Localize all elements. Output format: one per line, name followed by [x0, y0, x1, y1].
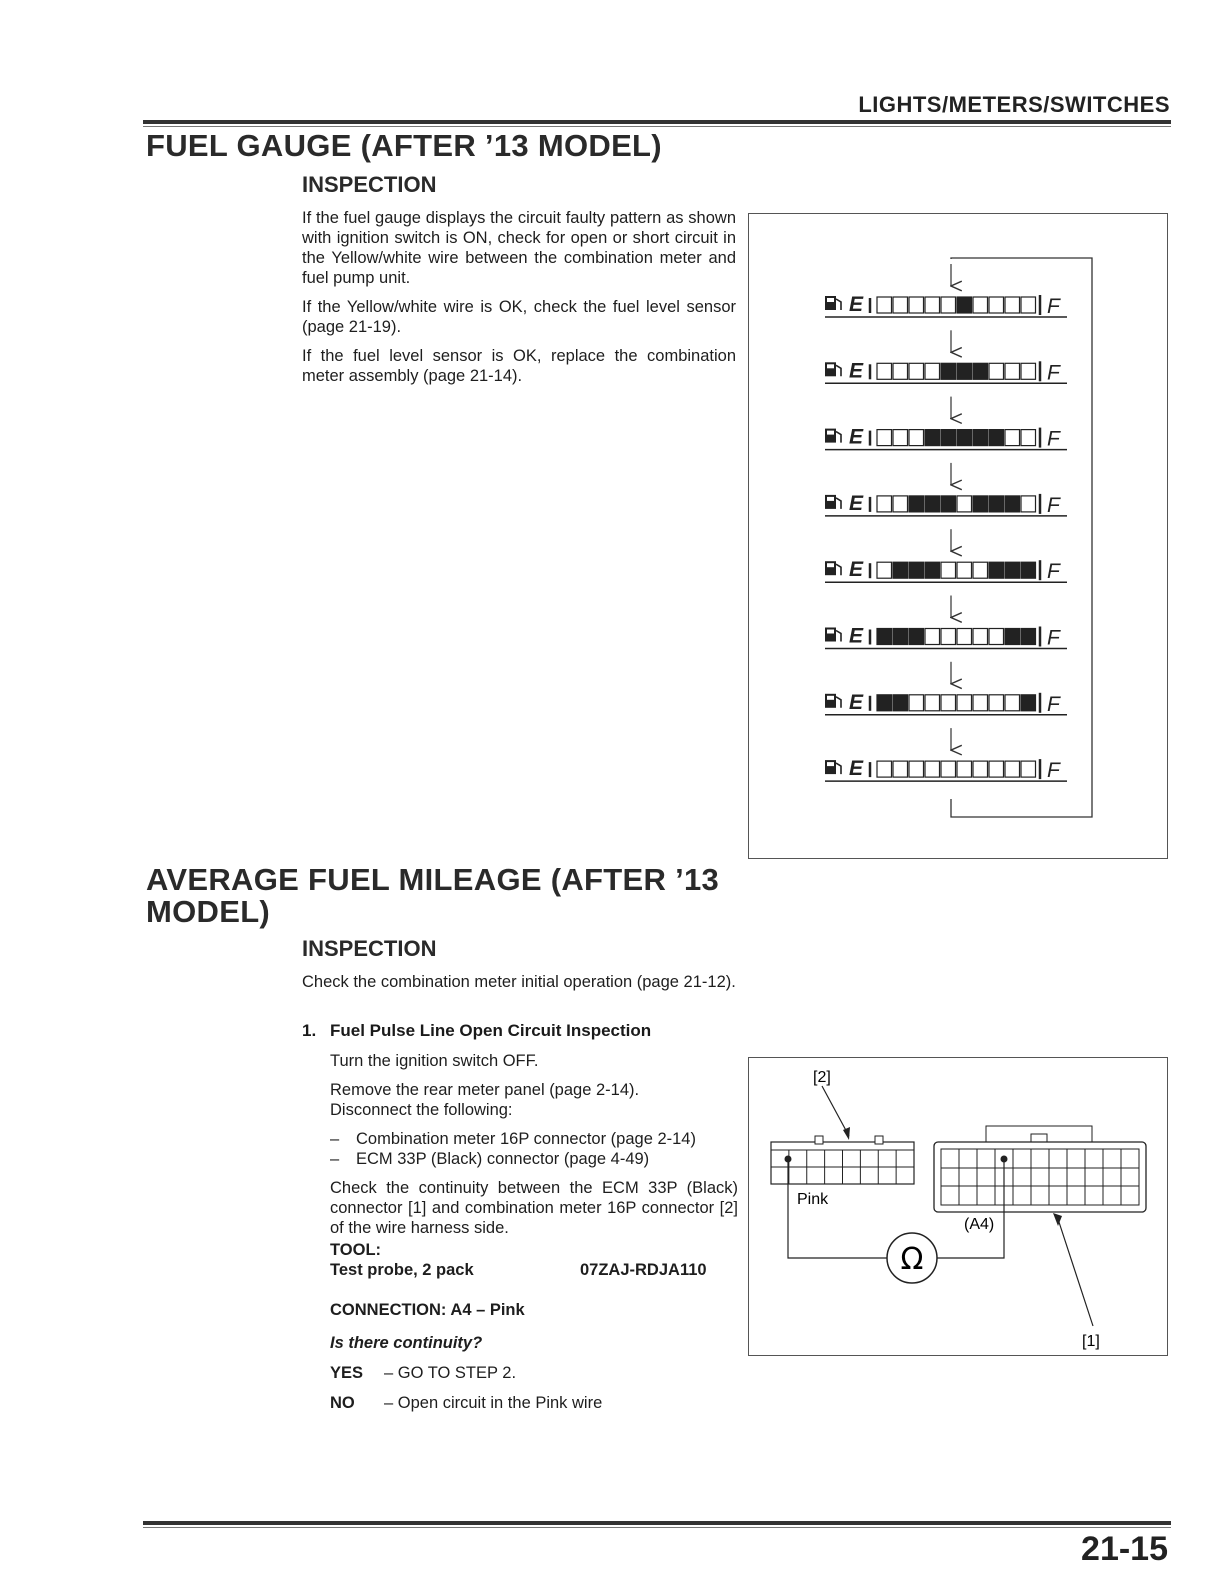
full-label: F	[1047, 626, 1060, 650]
pink-wire	[788, 1159, 887, 1258]
empty-label: E	[849, 491, 864, 515]
fuel-pump-hose	[836, 564, 841, 575]
fuel-pump-window	[827, 762, 834, 766]
gauge-segment	[957, 695, 972, 711]
fuel-gauge-pattern-figure	[748, 213, 1168, 859]
gauge-segment	[893, 629, 908, 645]
gauge-segment	[877, 297, 892, 313]
leader-2	[822, 1086, 849, 1136]
empty-label: E	[849, 690, 864, 714]
fuel-pump-window	[827, 696, 834, 700]
step-paragraph: Disconnect the following:	[330, 1101, 513, 1119]
gauge-segment	[925, 695, 940, 711]
full-label: F	[1047, 427, 1060, 451]
gauge-segment	[973, 761, 988, 777]
a4-wire	[937, 1159, 1004, 1258]
question: Is there continuity?	[330, 1334, 483, 1352]
gauge-segment	[893, 761, 908, 777]
fuel-pump-icon	[825, 760, 841, 774]
fuel-pump-icon	[825, 694, 841, 708]
empty-label: E	[849, 359, 864, 383]
gauge-segment	[877, 363, 892, 379]
gauge-segment	[893, 695, 908, 711]
avg-mileage-intro: Check the combination meter initial operation (page 21-12).	[302, 973, 736, 991]
gauge-segment	[893, 297, 908, 313]
gauge-segment	[1021, 761, 1036, 777]
fuel-pump-icon	[825, 495, 841, 509]
gauge-segment	[909, 629, 924, 645]
fuel-pump-window	[827, 563, 834, 567]
gauge-segment	[957, 562, 972, 578]
arrowhead-2	[843, 1127, 850, 1140]
gauge-segment	[909, 562, 924, 578]
gauge-segment	[1005, 430, 1020, 446]
step-1-number: 1.	[302, 1021, 317, 1040]
paragraph: If the fuel level sensor is OK, replace the combination meter assembly (page 21-14).	[302, 347, 736, 385]
gauge-segment	[973, 629, 988, 645]
gauge-segment	[925, 562, 940, 578]
gauge-segment	[1021, 297, 1036, 313]
step-1-body	[330, 1051, 738, 1413]
full-label: F	[1047, 560, 1060, 584]
page-number: 21-15	[1081, 1530, 1168, 1568]
gauge-segment	[973, 430, 988, 446]
gauge-segment	[989, 496, 1004, 512]
gauge-segment	[877, 629, 892, 645]
gauge-segment	[1021, 430, 1036, 446]
gauge-segment	[1005, 629, 1020, 645]
avg-mileage-title-line1: AVERAGE FUEL MILEAGE (AFTER ’13	[146, 862, 720, 897]
gauge-segment	[1005, 297, 1020, 313]
gauge-segment	[1021, 363, 1036, 379]
avg-mileage-title-line2: MODEL)	[146, 894, 271, 929]
gauge-segment	[973, 695, 988, 711]
footer-rule-thin	[143, 1527, 1171, 1528]
gauge-segment	[893, 430, 908, 446]
gauge-row	[825, 397, 1067, 451]
fuel-pump-window	[827, 298, 834, 302]
fuel-pump-hose	[836, 432, 841, 443]
cycle-loop-line	[951, 258, 1092, 817]
gauge-segment	[973, 496, 988, 512]
connector-diagram-svg	[749, 1058, 1167, 1355]
fuel-pump-icon	[825, 362, 841, 376]
gauge-segment	[1021, 496, 1036, 512]
fuel-pump-window	[827, 497, 834, 501]
leader-1	[1057, 1216, 1093, 1326]
full-label: F	[1047, 493, 1060, 517]
fuel-pump-hose	[836, 763, 841, 774]
full-label: F	[1047, 295, 1060, 318]
gauge-segment	[893, 496, 908, 512]
yes-row: YES – GO TO STEP 2.	[330, 1364, 517, 1382]
gauge-segment	[941, 761, 956, 777]
gauge-row	[825, 662, 1067, 716]
fuel-pump-window	[827, 630, 834, 634]
connection-row: CONNECTION: A4 – Pink	[330, 1301, 525, 1319]
gauge-segment	[909, 430, 924, 446]
gauge-segment	[1005, 496, 1020, 512]
gauge-segment	[941, 430, 956, 446]
gauge-segment	[1005, 363, 1020, 379]
connector-diagram	[748, 1057, 1168, 1356]
gauge-segment	[989, 430, 1004, 446]
gauge-segment	[925, 430, 940, 446]
gauge-row	[825, 596, 1067, 650]
gauge-segment	[989, 363, 1004, 379]
label-1: [1]	[1082, 1333, 1100, 1350]
33p-connector	[934, 1126, 1146, 1212]
gauge-segment	[909, 695, 924, 711]
footer-rule	[143, 1521, 1171, 1525]
label-2: [2]	[813, 1069, 831, 1086]
header-rule	[143, 120, 1171, 124]
gauge-segment	[941, 496, 956, 512]
section-header: LIGHTS/METERS/SWITCHES	[858, 92, 1170, 117]
fuel-pump-icon	[825, 561, 841, 575]
paragraph: If the Yellow/white wire is OK, check the fuel level sensor (page 21-19).	[302, 298, 736, 336]
fuel-gauge-subtitle: INSPECTION	[302, 172, 437, 197]
fuel-gauge-text	[302, 208, 736, 395]
gauge-segment	[941, 297, 956, 313]
gauge-row	[825, 330, 1067, 384]
gauge-segment	[957, 297, 972, 313]
bullet-item: – Combination meter 16P connector (page 2-14)	[330, 1130, 696, 1148]
gauge-row	[825, 463, 1067, 517]
gauge-segment	[957, 629, 972, 645]
arrowhead-1	[1053, 1213, 1062, 1226]
fuel-pump-window	[827, 431, 834, 435]
gauge-segment	[989, 761, 1004, 777]
fuel-gauge-title: FUEL GAUGE (AFTER ’13 MODEL)	[146, 128, 662, 163]
gauge-segment	[957, 430, 972, 446]
gauge-pattern-diagram	[749, 214, 1167, 858]
tool-row: Test probe, 2 pack 07ZAJ-RDJA110	[330, 1261, 707, 1279]
fuel-pump-icon	[825, 429, 841, 443]
gauge-segment	[909, 363, 924, 379]
fuel-pump-hose	[836, 498, 841, 509]
full-label: F	[1047, 759, 1060, 783]
gauge-segment	[893, 562, 908, 578]
gauge-segment	[1021, 695, 1036, 711]
fuel-pump-icon	[825, 296, 841, 310]
gauge-segment	[925, 496, 940, 512]
gauge-segment	[925, 629, 940, 645]
fuel-pump-hose	[836, 697, 841, 708]
gauge-segment	[1005, 761, 1020, 777]
fuel-pump-icon	[825, 628, 841, 642]
a4-label: (A4)	[964, 1216, 995, 1233]
gauge-segment	[1005, 695, 1020, 711]
gauge-segment	[957, 363, 972, 379]
header-rule-thin	[143, 126, 1171, 127]
step-paragraph: Remove the rear meter panel (page 2-14).	[330, 1081, 640, 1099]
gauge-segment	[909, 761, 924, 777]
fuel-pump-hose	[836, 365, 841, 376]
gauge-segment	[989, 562, 1004, 578]
gauge-segment	[925, 761, 940, 777]
gauge-segment	[1021, 562, 1036, 578]
gauge-row	[825, 728, 1067, 782]
empty-label: E	[849, 757, 864, 781]
fuel-pump-window	[827, 364, 834, 368]
gauge-segment	[1021, 629, 1036, 645]
gauge-segment	[973, 363, 988, 379]
empty-label: E	[849, 624, 864, 648]
step-paragraph: Turn the ignition switch OFF.	[330, 1052, 539, 1070]
gauge-segment	[941, 562, 956, 578]
gauge-segment	[1005, 562, 1020, 578]
gauge-segment	[941, 363, 956, 379]
empty-label: E	[849, 293, 864, 316]
pink-label: Pink	[797, 1191, 829, 1208]
gauge-segment	[957, 761, 972, 777]
empty-label: E	[849, 425, 864, 449]
gauge-segment	[925, 363, 940, 379]
16p-connector	[771, 1136, 914, 1184]
fuel-pump-hose	[836, 631, 841, 642]
gauge-segment	[893, 363, 908, 379]
full-label: F	[1047, 692, 1060, 716]
gauge-row	[825, 529, 1067, 583]
avg-mileage-subtitle: INSPECTION	[302, 936, 437, 961]
step-1-title: Fuel Pulse Line Open Circuit Inspection	[330, 1021, 652, 1040]
fuel-pump-hose	[836, 299, 841, 310]
bullet-item: – ECM 33P (Black) connector (page 4-49)	[330, 1150, 650, 1168]
gauge-segment	[957, 496, 972, 512]
no-row: NO – Open circuit in the Pink wire	[330, 1394, 603, 1412]
tool-label: TOOL:	[330, 1241, 382, 1259]
full-label: F	[1047, 361, 1060, 385]
gauge-segment	[941, 695, 956, 711]
gauge-segment	[989, 629, 1004, 645]
gauge-segment	[973, 562, 988, 578]
gauge-segment	[973, 297, 988, 313]
gauge-segment	[941, 629, 956, 645]
empty-label: E	[849, 558, 864, 582]
gauge-segment	[877, 430, 892, 446]
gauge-segment	[877, 695, 892, 711]
gauge-segment	[925, 297, 940, 313]
gauge-segment	[909, 496, 924, 512]
gauge-segment	[877, 562, 892, 578]
gauge-segment	[877, 761, 892, 777]
gauge-segment	[877, 496, 892, 512]
paragraph: If the fuel gauge displays the circuit faulty pattern as shown with ignition switch is ON, check for open or short circuit in the Yellow/white wire between the combination meter and fuel pump unit.	[302, 209, 736, 287]
gauge-segment	[909, 297, 924, 313]
gauge-segment	[989, 297, 1004, 313]
gauge-row	[825, 264, 1067, 318]
gauge-segment	[989, 695, 1004, 711]
step-paragraph: Check the continuity between the ECM 33P (Black) connector [1] and combination meter 16P connector [2] of the wire harness side.	[330, 1179, 738, 1237]
ohm-symbol: Ω	[900, 1242, 924, 1277]
